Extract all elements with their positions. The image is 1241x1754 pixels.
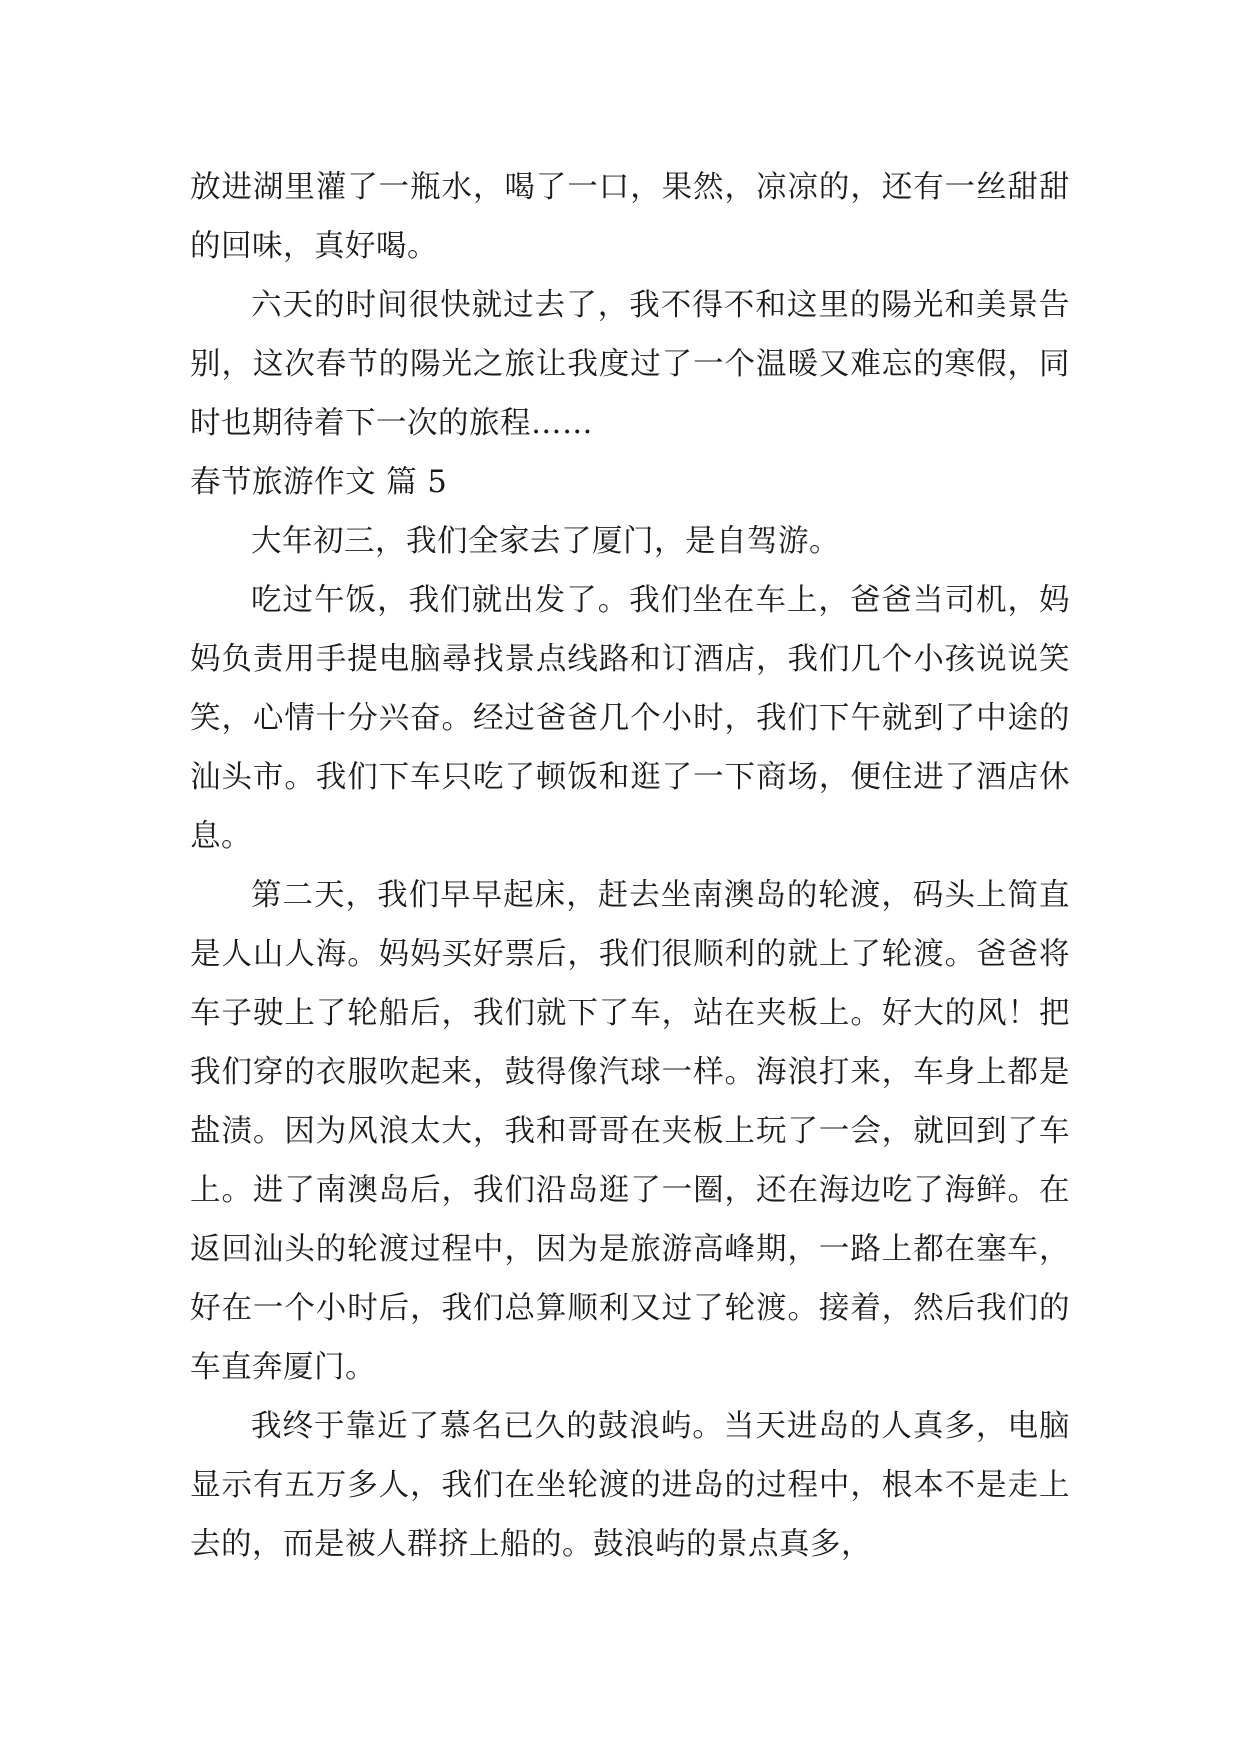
paragraph: 六天的时间很快就过去了，我不得不和这里的陽光和美景告别，这次春节的陽光之旅让我度过了一个温暖又难忘的寒假，同时也期待着下一次的旅程…… [190,288,1070,441]
paragraph: 大年初三，我们全家去了厦门，是自驾游。 [251,524,840,559]
paragraph: 第二天，我们早早起床，赶去坐南澳岛的轮渡，码头上简直是人山人海。妈妈买好票后，我们很顺利的就上了轮渡。爸爸将车子驶上了轮船后，我们就下了车，站在夹板上。好大的风！把我们穿的衣服吹起来，鼓得像汽球一样。海浪打来，车身上都是盐渍。因为风浪太大，我和哥哥在夹板上玩了一会，就回到了车上。进了南澳岛后，我们沿岛逛了一圈，还在海边吃了海鲜。在返回汕头的轮渡过程中，因为是旅游高峰期，一路上都在塞车，好在一个小时后，我们总算顺利又过了轮渡。接着，然后我们的车直奔厦门。 [190,878,1070,1385]
document-body [190,158,1070,1574]
section-heading: 春节旅游作文 篇 5 [190,465,448,500]
paragraph: 吃过午饭，我们就出发了。我们坐在车上，爸爸当司机，妈妈负责用手提电脑尋找景点线路和订酒店，我们几个小孩说说笑笑，心情十分兴奋。经过爸爸几个小时，我们下午就到了中途的汕头市。我们下车只吃了顿饭和逛了一下商场，便住进了酒店休息。 [190,583,1070,854]
paragraph: 我终于靠近了慕名已久的鼓浪屿。当天进岛的人真多，电脑显示有五万多人，我们在坐轮渡的进岛的过程中，根本不是走上去的，而是被人群挤上船的。鼓浪屿的景点真多， [190,1409,1070,1562]
paragraph-continuation: 放进湖里灌了一瓶水，喝了一口，果然，凉凉的，还有一丝甜甜的回味，真好喝。 [190,170,1070,264]
